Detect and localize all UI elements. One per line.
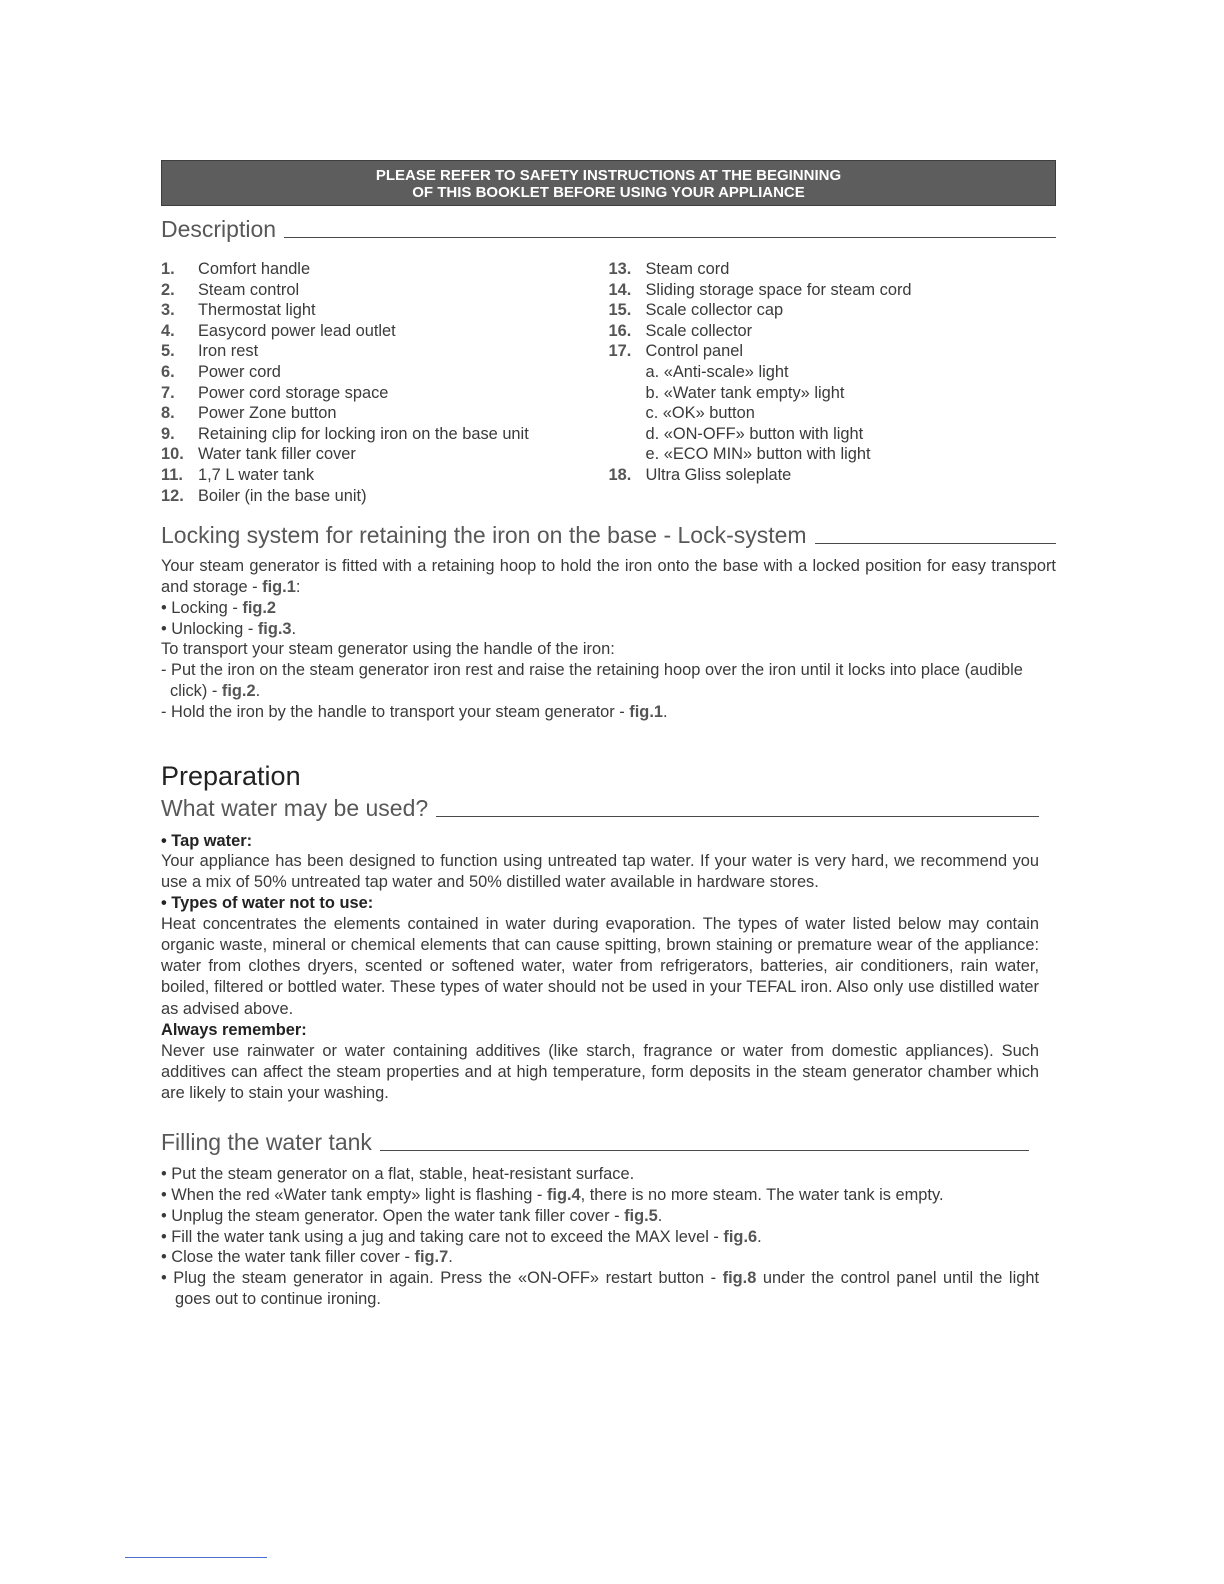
- list-item: 6. Power cord: [161, 362, 281, 381]
- description-list: [161, 259, 1056, 506]
- heading-rule: [436, 816, 1039, 817]
- fig-ref: fig.6: [723, 1227, 758, 1246]
- filling-step: • Close the water tank filler cover - fig.7.: [161, 1248, 453, 1267]
- filling-step: • Fill the water tank using a jug and taking care not to exceed the MAX level - fig.6.: [161, 1227, 762, 1246]
- locking-body: [161, 556, 1056, 722]
- description-heading: [161, 216, 1056, 242]
- safety-banner: [161, 160, 1056, 206]
- sub-item: c. «OK» button: [645, 404, 755, 423]
- banner-line-2: OF THIS BOOKLET BEFORE USING YOUR APPLIANCE: [412, 184, 805, 201]
- list-item: 15. Scale collector cap: [608, 301, 784, 320]
- list-item: 4. Easycord power lead outlet: [161, 321, 396, 340]
- transport-intro: To transport your steam generator using the handle of the iron:: [161, 640, 615, 659]
- locking-heading: [161, 522, 1056, 548]
- page: [161, 160, 1056, 1310]
- filling-section: [161, 1129, 1040, 1310]
- transport-step: - Put the iron on the steam generator iron rest and raise the retaining hoop over the iron until it locks into place (audible click) - fig.2.: [161, 661, 1023, 700]
- always-label: Always remember:: [161, 1020, 307, 1039]
- sub-item: b. «Water tank empty» light: [645, 383, 845, 402]
- locking-bullet: • Locking - fig.2: [161, 598, 277, 617]
- list-item: 5. Iron rest: [161, 342, 259, 361]
- list-item: 9. Retaining clip for locking iron on the base unit: [161, 424, 529, 443]
- fig-ref: fig.8: [722, 1269, 757, 1288]
- list-item: 10. Water tank filler cover: [161, 445, 356, 464]
- fig-ref: fig.2: [221, 681, 256, 700]
- list-item: 8. Power Zone button: [161, 404, 337, 423]
- sub-item: d. «ON-OFF» button with light: [645, 424, 864, 443]
- types-text: Heat concentrates the elements contained in water during evaporation. The types of water listed below may contain organic waste, mineral or chemical elements that can cause spitting, brown staining or premature wear of the appliance: water from clothes dryers, scented or softened water, water from refrigerators, batteries, air conditioners, rain water, boiled, filtered or bottled water. These types of water should not be used in your TEFAL iron. Also only use distilled water as advised above.: [161, 914, 1039, 1018]
- filling-body: [161, 1164, 1039, 1310]
- locking-title: Locking system for retaining the iron on the base - Lock-system: [161, 522, 807, 549]
- tap-water-text: Your appliance has been designed to function using untreated tap water. If your water is very hard, we recommend you use a mix of 50% untreated tap water and 50% distilled water available in hardware stores.: [161, 852, 1039, 892]
- filling-step: • Unplug the steam generator. Open the water tank filler cover - fig.5.: [161, 1206, 663, 1225]
- water-body: [161, 831, 1039, 1105]
- list-item: 12. Boiler (in the base unit): [161, 486, 367, 505]
- preparation-section: [161, 761, 1039, 1105]
- list-item: 7. Power cord storage space: [161, 383, 389, 402]
- filling-title: Filling the water tank: [161, 1129, 372, 1156]
- preparation-title: Preparation: [161, 760, 301, 791]
- list-item: 14. Sliding storage space for steam cord: [608, 280, 912, 299]
- description-left-column: [161, 259, 609, 506]
- filling-step: • Plug the steam generator in again. Press the «ON-OFF» restart button - fig.8 under the control panel until the light goes out to continue ironing.: [161, 1269, 1040, 1308]
- fig-ref: fig.2: [242, 598, 277, 617]
- list-item: 16. Scale collector: [608, 321, 753, 340]
- filling-step: • When the red «Water tank empty» light is flashing - fig.4, there is no more steam. The water tank is empty.: [161, 1185, 944, 1204]
- heading-rule: [284, 237, 1056, 238]
- footnote-rule: [125, 1557, 267, 1558]
- description-right-column: [609, 259, 1057, 506]
- list-item: 11. 1,7 L water tank: [161, 465, 315, 484]
- transport-step: - Hold the iron by the handle to transport your steam generator - fig.1.: [161, 702, 668, 721]
- filling-step: • Put the steam generator on a flat, stable, heat-resistant surface.: [161, 1165, 635, 1184]
- unlocking-bullet: • Unlocking - fig.3.: [161, 619, 297, 638]
- fig-ref: fig.1: [629, 702, 663, 721]
- description-title: Description: [161, 216, 277, 242]
- list-item: 1. Comfort handle: [161, 260, 311, 278]
- fig-ref: fig.4: [546, 1185, 581, 1204]
- tap-water-label: • Tap water:: [161, 831, 253, 850]
- list-item: 17. Control panel: [608, 342, 743, 361]
- fig-ref: fig.7: [414, 1248, 449, 1267]
- fig-ref: fig.3: [257, 619, 292, 638]
- always-text: Never use rainwater or water containing additives (like starch, fragrance or water from domestic appliances). Such additives can affect the steam properties and at high temperature, form deposits in the steam generator chamber which are likely to stain your washing.: [161, 1041, 1039, 1102]
- list-item: 18. Ultra Gliss soleplate: [608, 465, 792, 484]
- types-label: • Types of water not to use:: [161, 893, 374, 912]
- banner-line-1: PLEASE REFER TO SAFETY INSTRUCTIONS AT THE BEGINNING: [375, 167, 842, 184]
- sub-item: a. «Anti-scale» light: [645, 362, 789, 381]
- water-heading: [161, 795, 1039, 821]
- sub-item: e. «ECO MIN» button with light: [645, 445, 871, 464]
- list-item: 2. Steam control: [161, 280, 300, 299]
- filling-heading: [161, 1129, 1029, 1155]
- heading-rule: [815, 543, 1056, 544]
- locking-intro: Your steam generator is fitted with a retaining hoop to hold the iron onto the base with a locked position for easy transport and storage - fig.1:: [161, 557, 1056, 596]
- fig-ref: fig.5: [624, 1206, 658, 1225]
- heading-rule: [380, 1150, 1029, 1151]
- list-item: 13. Steam cord: [608, 260, 730, 278]
- fig-ref: fig.1: [262, 577, 296, 596]
- list-item: 3. Thermostat light: [161, 301, 316, 320]
- water-title: What water may be used?: [161, 794, 429, 821]
